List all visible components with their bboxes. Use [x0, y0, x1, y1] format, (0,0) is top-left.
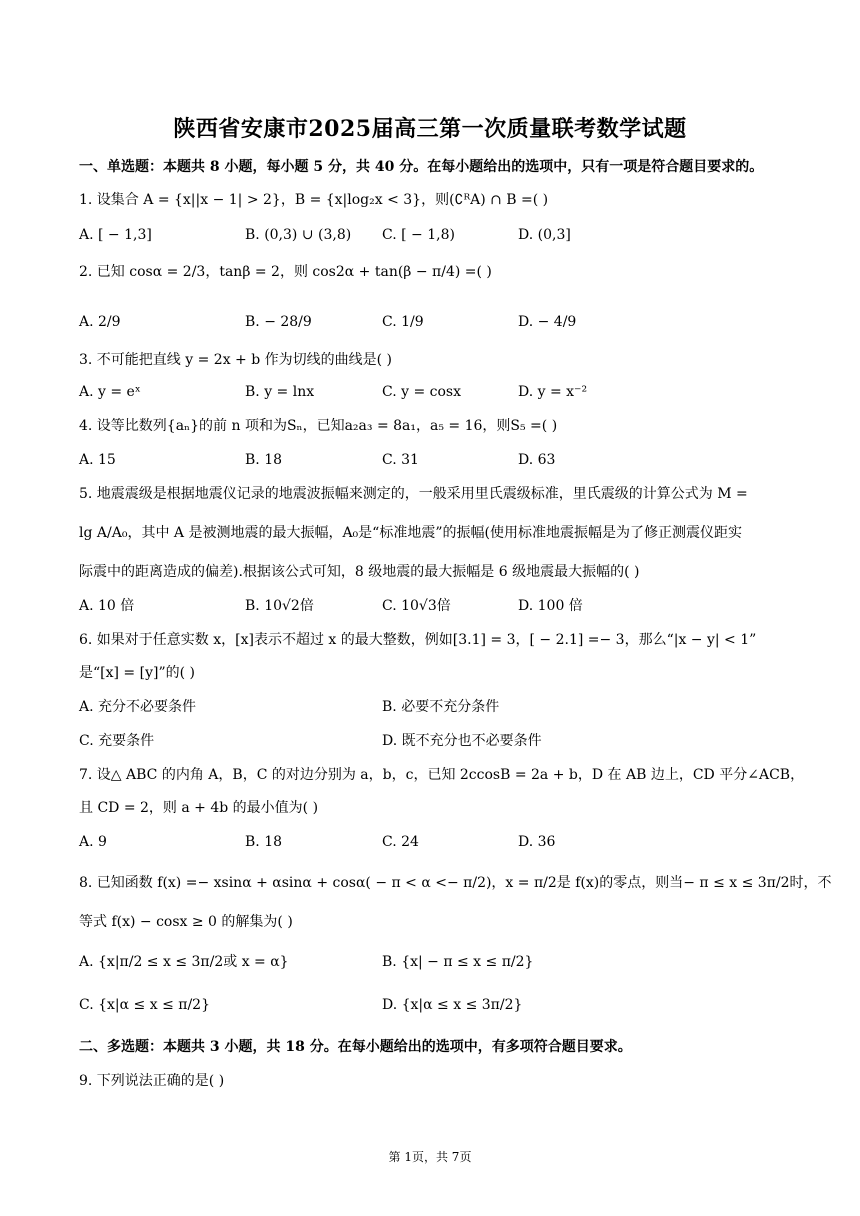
question-1-option-b: B. (0,3) ∪ (3,8) [245, 227, 352, 243]
question-1-option-d: D. (0,3] [518, 227, 571, 243]
question-8-line-2: 等式 f(x) − cosx ≥ 0 的解集为( ) [79, 914, 293, 930]
question-5-line-3: 际震中的距离造成的偏差).根据该公式可知，8 级地震的最大振幅是 6 级地震最大振幅的( ) [79, 564, 640, 580]
question-5-line-1: 5. 地震震级是根据地震仪记录的地震波振幅来测定的，一般采用里氏震级标准，里氏震级的计算公式为 M = [79, 486, 748, 502]
question-4-option-a: A. 15 [79, 452, 116, 468]
question-4-stem: 4. 设等比数列{aₙ}的前 n 项和为Sₙ，已知a₂a₃ = 8a₁，a₅ = 16，则S₅ =( ) [79, 418, 558, 434]
page-number: 第 1页，共 7页 [388, 1150, 472, 1164]
question-2-option-d: D. − 4/9 [518, 314, 577, 330]
question-6-option-c: C. 充要条件 [79, 733, 155, 749]
question-5-line-2: lg A/A₀，其中 A 是被测地震的最大振幅，A₀是“标准地震”的振幅(使用标准地震振幅是为了修正测震仪距实 [79, 525, 742, 541]
question-5-option-c: C. 10√3倍 [382, 598, 451, 614]
question-2-option-b: B. − 28/9 [245, 314, 312, 330]
question-8-option-b: B. {x| − π ≤ x ≤ π/2} [382, 954, 534, 970]
section-heading-single-choice: 一、单选题：本题共 8 小题，每小题 5 分，共 40 分。在每小题给出的选项中，只有一项是符合题目要求的。 [79, 159, 764, 175]
question-7-option-b: B. 18 [245, 834, 283, 850]
question-7-line-2: 且 CD = 2，则 a + 4b 的最小值为( ) [79, 800, 319, 816]
question-6-option-a: A. 充分不必要条件 [79, 699, 197, 715]
page-title: 陕西省安康市2025届高三第一次质量联考数学试题 [173, 116, 687, 142]
question-8-option-c: C. {x|α ≤ x ≤ π/2} [79, 997, 210, 1013]
question-7-line-1: 7. 设△ ABC 的内角 A，B，C 的对边分别为 a，b，c，已知 2ccosB = 2a + b，D 在 AB 边上，CD 平分∠ACB， [79, 767, 805, 783]
question-7-option-d: D. 36 [518, 834, 556, 850]
question-6-option-d: D. 既不充分也不必要条件 [382, 733, 542, 749]
question-7-option-c: C. 24 [382, 834, 419, 850]
question-6-option-b: B. 必要不充分条件 [382, 699, 500, 715]
question-3-option-c: C. y = cosx [382, 384, 462, 400]
question-4-option-b: B. 18 [245, 452, 283, 468]
question-3-stem: 3. 不可能把直线 y = 2x + b 作为切线的曲线是( ) [79, 352, 393, 368]
question-2-stem: 2. 已知 cosα = 2/3，tanβ = 2，则 cos2α + tan(β − π/4) =( ) [79, 264, 492, 280]
question-3-option-d: D. y = x⁻² [518, 384, 588, 400]
question-4-option-d: D. 63 [518, 452, 556, 468]
question-1-option-a: A. [ − 1,3] [79, 227, 152, 243]
question-3-option-a: A. y = eˣ [79, 384, 141, 400]
question-3-option-b: B. y = lnx [245, 384, 315, 400]
question-5-option-a: A. 10 倍 [79, 598, 135, 614]
question-8-line-1: 8. 已知函数 f(x) =− xsinα + αsinα + cosα( − π < α <− π/2)，x = π/2是 f(x)的零点，则当− π ≤ x ≤ 3π/2时，不 [79, 875, 832, 891]
question-6-line-2: 是“[x] = [y]”的( ) [79, 665, 195, 681]
question-1-option-c: C. [ − 1,8) [382, 227, 455, 243]
question-5-option-d: D. 100 倍 [518, 598, 583, 614]
question-2-option-c: C. 1/9 [382, 314, 424, 330]
section-heading-multiple-choice: 二、多选题：本题共 3 小题，共 18 分。在每小题给出的选项中，有多项符合题目要求。 [79, 1039, 632, 1055]
question-8-option-a: A. {x|π/2 ≤ x ≤ 3π/2或 x = α} [79, 954, 289, 970]
question-1-stem: 1. 设集合 A = {x||x − 1| > 2}，B = {x|log₂x < 3}，则(∁ᴿA) ∩ B =( ) [79, 192, 549, 208]
question-5-option-b: B. 10√2倍 [245, 598, 314, 614]
question-9-stem: 9. 下列说法正确的是( ) [79, 1073, 225, 1089]
question-7-option-a: A. 9 [79, 834, 107, 850]
question-6-line-1: 6. 如果对于任意实数 x，[x]表示不超过 x 的最大整数，例如[3.1] = 3，[ − 2.1] =− 3，那么“|x − y| < 1” [79, 632, 757, 648]
question-8-option-d: D. {x|α ≤ x ≤ 3π/2} [382, 997, 523, 1013]
question-4-option-c: C. 31 [382, 452, 419, 468]
question-2-option-a: A. 2/9 [79, 314, 121, 330]
